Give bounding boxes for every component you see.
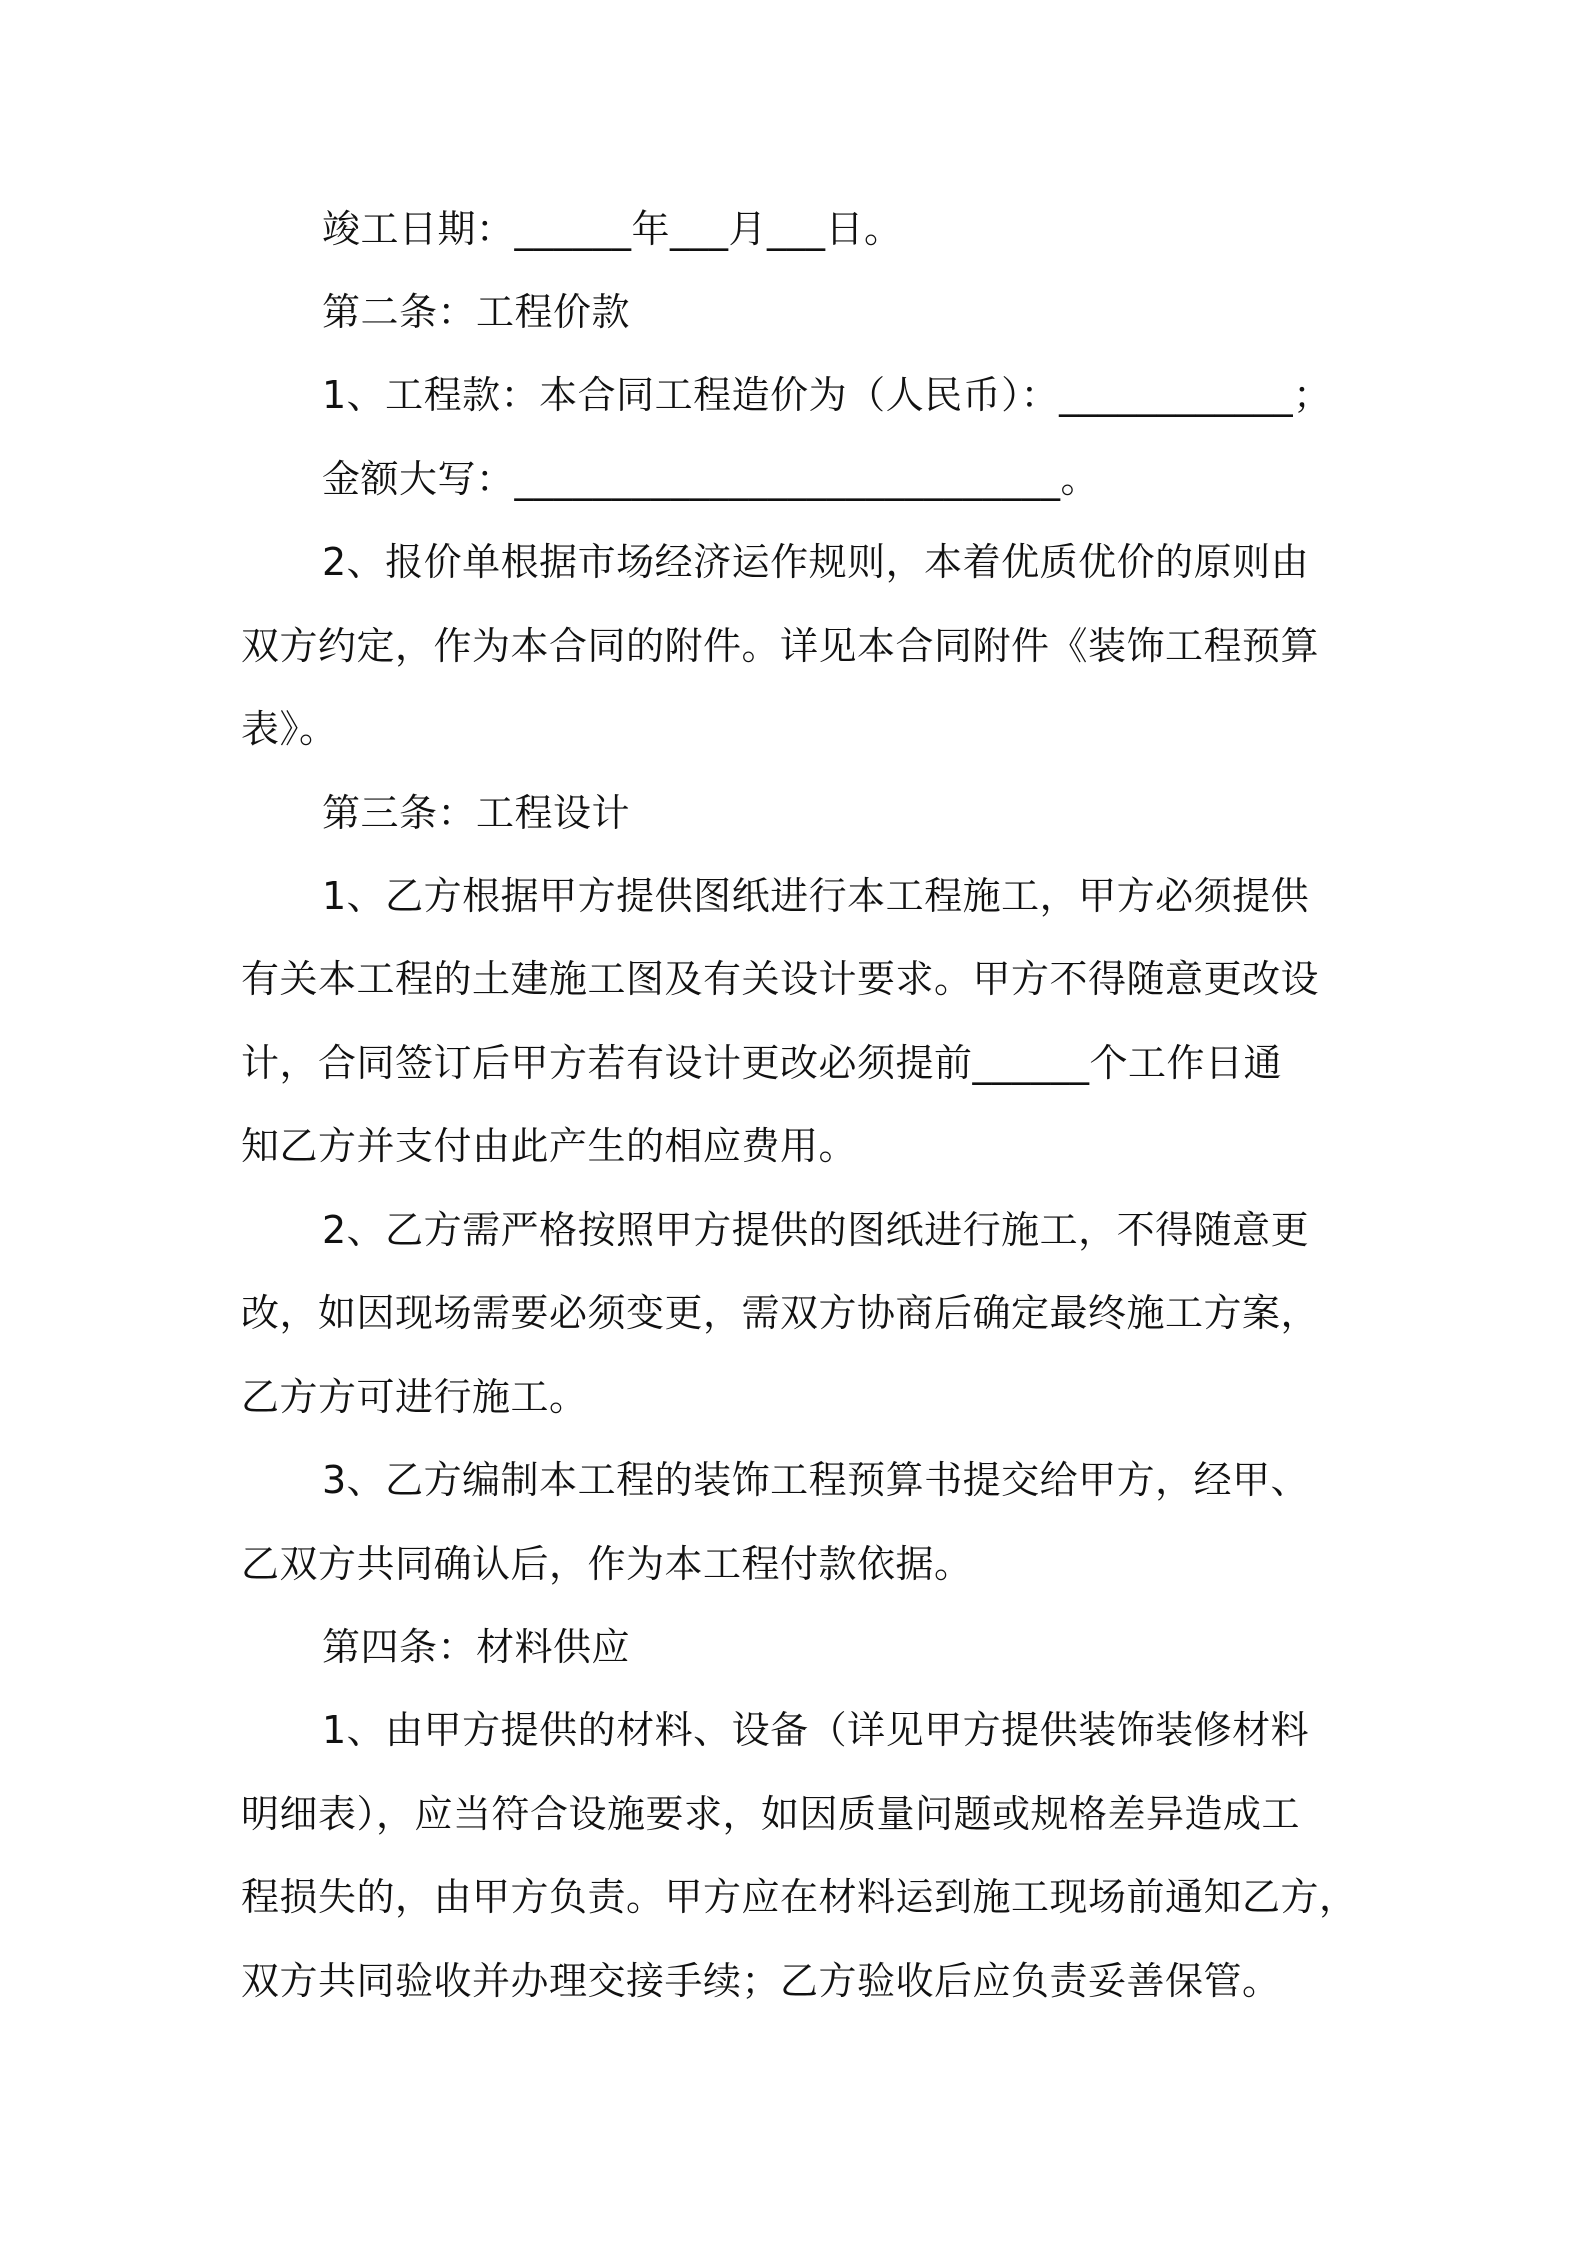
paragraph-line: 表》。 <box>241 707 338 751</box>
paragraph-line: 乙方方可进行施工。 <box>241 1375 588 1419</box>
paragraph-line: 双方共同验收并办理交接手续；乙方验收后应负责妥善保管。 <box>241 1959 1281 2003</box>
completion-date-line: 竣工日期：______年___月___日。 <box>322 207 903 251</box>
paragraph-line: 知乙方并支付由此产生的相应费用。 <box>241 1124 858 1168</box>
paragraph-line: 1、由甲方提供的材料、设备（详见甲方提供装饰装修材料 <box>322 1708 1310 1752</box>
article-four-heading: 第四条：材料供应 <box>322 1625 631 1669</box>
paragraph-line: 明细表），应当符合设施要求，如因质量问题或规格差异造成工 <box>241 1792 1301 1836</box>
paragraph-line: 乙双方共同确认后，作为本工程付款依据。 <box>241 1542 973 1586</box>
paragraph-line: 3、乙方编制本工程的装饰工程预算书提交给甲方，经甲、 <box>322 1458 1310 1502</box>
contract-price-line: 1、工程款：本合同工程造价为（人民币）：____________； <box>322 373 1332 417</box>
paragraph-line: 改，如因现场需要必须变更，需双方协商后确定最终施工方案， <box>241 1291 1320 1335</box>
amount-in-words-line: 金额大写：____________________________。 <box>322 457 1100 501</box>
paragraph-line: 计，合同签订后甲方若有设计更改必须提前______个工作日通 <box>241 1041 1283 1085</box>
paragraph-line: 2、报价单根据市场经济运作规则，本着优质优价的原则由 <box>322 540 1310 584</box>
paragraph-line: 1、乙方根据甲方提供图纸进行本工程施工，甲方必须提供 <box>322 874 1310 918</box>
paragraph-line: 程损失的，由甲方负责。甲方应在材料运到施工现场前通知乙方， <box>241 1875 1358 1919</box>
paragraph-line: 2、乙方需严格按照甲方提供的图纸进行施工，不得随意更 <box>322 1208 1310 1252</box>
paragraph-line: 有关本工程的土建施工图及有关设计要求。甲方不得随意更改设 <box>241 957 1320 1001</box>
paragraph-line: 双方约定，作为本合同的附件。详见本合同附件《装饰工程预算 <box>241 624 1320 668</box>
article-three-heading: 第三条：工程设计 <box>322 791 631 835</box>
article-two-heading: 第二条：工程价款 <box>322 290 631 334</box>
